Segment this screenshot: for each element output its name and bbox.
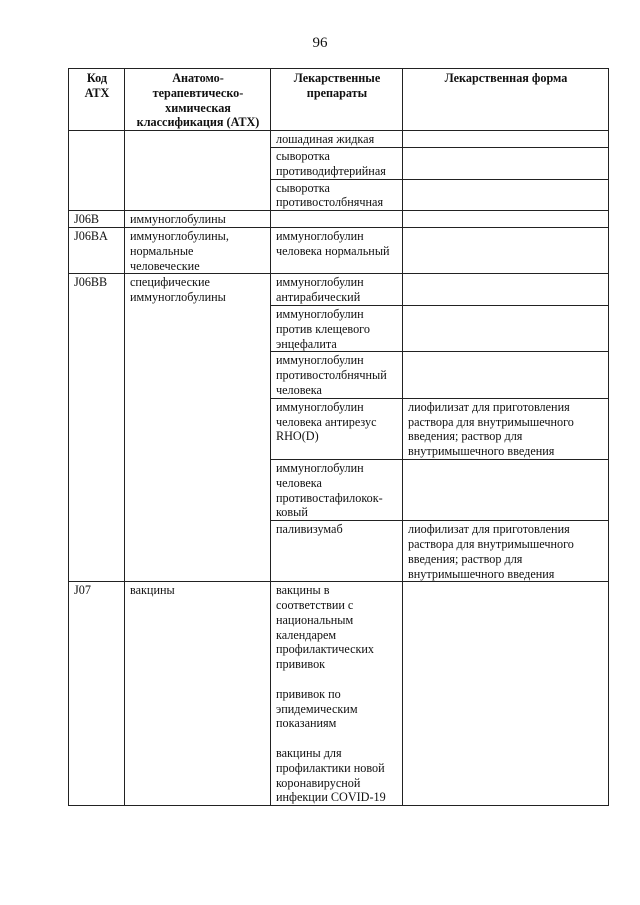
table-row <box>69 582 609 806</box>
drug-cell: иммуноглобулин человека нормальный <box>271 227 403 273</box>
classification-cell <box>125 131 271 211</box>
table-row <box>69 274 609 306</box>
drug-cell: иммуноглобулин против клещевого энцефалита <box>271 305 403 351</box>
table-row <box>69 227 609 273</box>
form-cell <box>403 582 609 806</box>
drug-cell: иммуноглобулин человека противостафилокок- ковый <box>271 459 403 520</box>
classification-cell: иммуноглобулины, нормальные человеческие <box>125 227 271 273</box>
form-cell: лиофилизат для приготовления раствора для внутримышечного введения; раствор для внутримышечного введения <box>403 398 609 459</box>
header-code: Код АТХ <box>69 69 125 131</box>
table-row <box>69 131 609 148</box>
header-classification: Анатомо- терапевтическо- химическая классификация (АТХ) <box>125 69 271 131</box>
drug-cell: иммуноглобулин противостолбнячный человека <box>271 352 403 398</box>
form-cell <box>403 459 609 520</box>
header-row <box>69 69 609 131</box>
form-cell <box>403 352 609 398</box>
form-cell <box>403 211 609 228</box>
form-cell <box>403 179 609 211</box>
code-cell: J07 <box>69 582 125 806</box>
drug-cell: иммуноглобулин человека антирезус RHO(D) <box>271 398 403 459</box>
drug-cell: паливизумаб <box>271 521 403 582</box>
table-body <box>69 131 609 806</box>
drug-cell: иммуноглобулин антирабический <box>271 274 403 306</box>
table-row <box>69 211 609 228</box>
form-cell: лиофилизат для приготовления раствора для внутримышечного введения; раствор для внутримышечного введения <box>403 521 609 582</box>
code-cell: J06BA <box>69 227 125 273</box>
code-cell: J06B <box>69 211 125 228</box>
drug-cell: сыворотка противодифтерийная <box>271 147 403 179</box>
classification-cell: иммуноглобулины <box>125 211 271 228</box>
form-cell <box>403 147 609 179</box>
code-cell <box>69 131 125 211</box>
form-cell <box>403 274 609 306</box>
header-form: Лекарственная форма <box>403 69 609 131</box>
form-cell <box>403 227 609 273</box>
page-number: 96 <box>312 35 328 51</box>
code-cell: J06BB <box>69 274 125 582</box>
classification-cell: вакцины <box>125 582 271 806</box>
drug-cell: сыворотка противостолбнячная <box>271 179 403 211</box>
form-cell <box>403 131 609 148</box>
drug-cell: лошадиная жидкая <box>271 131 403 148</box>
form-cell <box>403 305 609 351</box>
drug-cell: вакцины в соответствии с национальным календарем профилактических прививок прививок по эпидемическим показаниям вакцины для профилактики новой коронавирусной инфекции COVID-19 <box>271 582 403 806</box>
drug-cell <box>271 211 403 228</box>
header-drugs: Лекарственные препараты <box>271 69 403 131</box>
table-header <box>69 69 609 131</box>
atx-drug-table <box>68 68 609 806</box>
classification-cell: специфические иммуноглобулины <box>125 274 271 582</box>
